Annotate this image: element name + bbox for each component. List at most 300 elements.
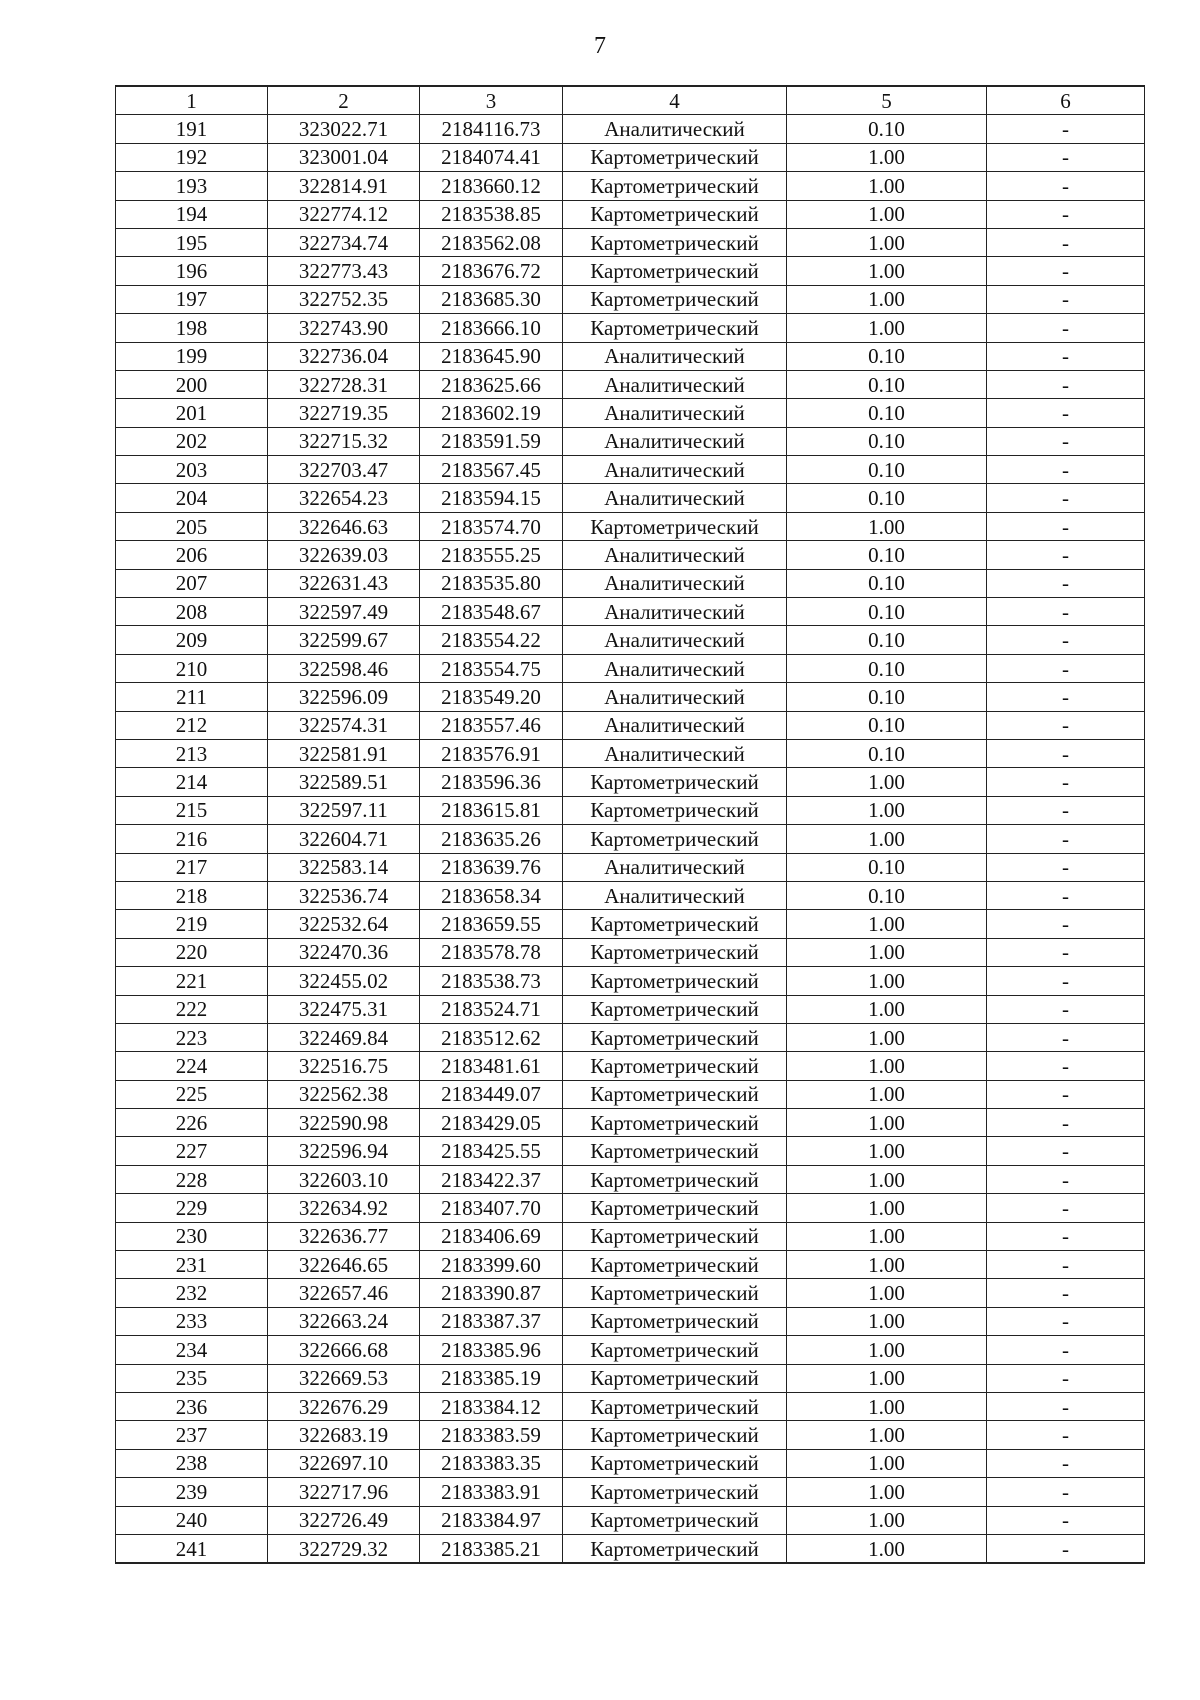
y-coordinate-cell: 2183387.37: [420, 1307, 563, 1335]
accuracy-cell: 1.00: [787, 1222, 987, 1250]
point-number-cell: 221: [116, 967, 268, 995]
point-number-cell: 237: [116, 1421, 268, 1449]
accuracy-cell: 1.00: [787, 796, 987, 824]
method-cell: Картометрический: [563, 768, 787, 796]
y-coordinate-cell: 2183685.30: [420, 285, 563, 313]
accuracy-cell: 1.00: [787, 938, 987, 966]
method-cell: Картометрический: [563, 314, 787, 342]
accuracy-cell: 1.00: [787, 143, 987, 171]
description-cell: -: [987, 228, 1145, 256]
accuracy-cell: 1.00: [787, 825, 987, 853]
point-number-cell: 229: [116, 1194, 268, 1222]
table-row: [116, 314, 1145, 342]
description-cell: -: [987, 370, 1145, 398]
table-row: [116, 569, 1145, 597]
x-coordinate-cell: 322536.74: [268, 881, 420, 909]
table-row: [116, 1080, 1145, 1108]
accuracy-cell: 0.10: [787, 853, 987, 881]
accuracy-cell: 1.00: [787, 910, 987, 938]
description-cell: -: [987, 1279, 1145, 1307]
point-number-cell: 222: [116, 995, 268, 1023]
table-row: [116, 541, 1145, 569]
point-number-cell: 196: [116, 257, 268, 285]
y-coordinate-cell: 2183422.37: [420, 1165, 563, 1193]
table-row: [116, 1194, 1145, 1222]
point-number-cell: 228: [116, 1165, 268, 1193]
description-cell: -: [987, 285, 1145, 313]
x-coordinate-cell: 322703.47: [268, 456, 420, 484]
y-coordinate-cell: 2183567.45: [420, 456, 563, 484]
method-cell: Картометрический: [563, 1137, 787, 1165]
y-coordinate-cell: 2183658.34: [420, 881, 563, 909]
y-coordinate-cell: 2183625.66: [420, 370, 563, 398]
point-number-cell: 218: [116, 881, 268, 909]
description-cell: -: [987, 598, 1145, 626]
accuracy-cell: 0.10: [787, 626, 987, 654]
method-cell: Аналитический: [563, 342, 787, 370]
method-cell: Аналитический: [563, 399, 787, 427]
table-row: [116, 825, 1145, 853]
description-cell: -: [987, 257, 1145, 285]
table-row: [116, 427, 1145, 455]
table-row: [116, 626, 1145, 654]
table-row: [116, 1023, 1145, 1051]
accuracy-cell: 1.00: [787, 172, 987, 200]
point-number-cell: 199: [116, 342, 268, 370]
point-number-cell: 201: [116, 399, 268, 427]
x-coordinate-cell: 322469.84: [268, 1023, 420, 1051]
table-row: [116, 967, 1145, 995]
table-row: [116, 1279, 1145, 1307]
description-cell: -: [987, 938, 1145, 966]
method-cell: Картометрический: [563, 285, 787, 313]
method-cell: Картометрический: [563, 825, 787, 853]
method-cell: Картометрический: [563, 1109, 787, 1137]
y-coordinate-cell: 2183576.91: [420, 739, 563, 767]
table-row: [116, 1392, 1145, 1420]
point-number-cell: 226: [116, 1109, 268, 1137]
method-cell: Картометрический: [563, 1023, 787, 1051]
x-coordinate-cell: 323022.71: [268, 115, 420, 143]
y-coordinate-cell: 2183666.10: [420, 314, 563, 342]
accuracy-cell: 1.00: [787, 1109, 987, 1137]
method-cell: Аналитический: [563, 683, 787, 711]
table-row: [116, 995, 1145, 1023]
method-cell: Картометрический: [563, 1052, 787, 1080]
method-cell: Аналитический: [563, 569, 787, 597]
accuracy-cell: 0.10: [787, 115, 987, 143]
x-coordinate-cell: 322581.91: [268, 739, 420, 767]
column-header-6: 6: [987, 86, 1145, 115]
accuracy-cell: 0.10: [787, 711, 987, 739]
y-coordinate-cell: 2183407.70: [420, 1194, 563, 1222]
x-coordinate-cell: 322639.03: [268, 541, 420, 569]
y-coordinate-cell: 2183425.55: [420, 1137, 563, 1165]
x-coordinate-cell: 322663.24: [268, 1307, 420, 1335]
x-coordinate-cell: 322532.64: [268, 910, 420, 938]
accuracy-cell: 0.10: [787, 569, 987, 597]
table-body: [116, 115, 1145, 1563]
method-cell: Картометрический: [563, 1080, 787, 1108]
accuracy-cell: 1.00: [787, 768, 987, 796]
y-coordinate-cell: 2183594.15: [420, 484, 563, 512]
description-cell: -: [987, 1080, 1145, 1108]
accuracy-cell: 1.00: [787, 995, 987, 1023]
description-cell: -: [987, 1421, 1145, 1449]
description-cell: -: [987, 541, 1145, 569]
y-coordinate-cell: 2183383.59: [420, 1421, 563, 1449]
description-cell: -: [987, 399, 1145, 427]
table-row: [116, 1364, 1145, 1392]
accuracy-cell: 0.10: [787, 739, 987, 767]
y-coordinate-cell: 2183481.61: [420, 1052, 563, 1080]
accuracy-cell: 1.00: [787, 1080, 987, 1108]
x-coordinate-cell: 322583.14: [268, 853, 420, 881]
accuracy-cell: 1.00: [787, 1506, 987, 1534]
method-cell: Аналитический: [563, 115, 787, 143]
description-cell: -: [987, 484, 1145, 512]
table-row: [116, 739, 1145, 767]
y-coordinate-cell: 2183578.78: [420, 938, 563, 966]
table-row: [116, 1336, 1145, 1364]
x-coordinate-cell: 322743.90: [268, 314, 420, 342]
x-coordinate-cell: 322729.32: [268, 1534, 420, 1563]
table-row: [116, 1421, 1145, 1449]
table-row: [116, 910, 1145, 938]
table-row: [116, 200, 1145, 228]
accuracy-cell: 1.00: [787, 1392, 987, 1420]
x-coordinate-cell: 322728.31: [268, 370, 420, 398]
point-number-cell: 217: [116, 853, 268, 881]
accuracy-cell: 0.10: [787, 484, 987, 512]
accuracy-cell: 0.10: [787, 683, 987, 711]
x-coordinate-cell: 322604.71: [268, 825, 420, 853]
point-number-cell: 240: [116, 1506, 268, 1534]
table-row: [116, 1251, 1145, 1279]
table-row: [116, 1307, 1145, 1335]
y-coordinate-cell: 2183659.55: [420, 910, 563, 938]
y-coordinate-cell: 2184074.41: [420, 143, 563, 171]
point-number-cell: 239: [116, 1478, 268, 1506]
y-coordinate-cell: 2183429.05: [420, 1109, 563, 1137]
method-cell: Картометрический: [563, 143, 787, 171]
y-coordinate-cell: 2183676.72: [420, 257, 563, 285]
table-row: [116, 115, 1145, 143]
accuracy-cell: 0.10: [787, 370, 987, 398]
point-number-cell: 215: [116, 796, 268, 824]
description-cell: -: [987, 1307, 1145, 1335]
accuracy-cell: 1.00: [787, 1194, 987, 1222]
description-cell: -: [987, 172, 1145, 200]
description-cell: -: [987, 427, 1145, 455]
accuracy-cell: 1.00: [787, 314, 987, 342]
description-cell: -: [987, 1165, 1145, 1193]
accuracy-cell: 1.00: [787, 1421, 987, 1449]
table-row: [116, 711, 1145, 739]
y-coordinate-cell: 2183385.19: [420, 1364, 563, 1392]
method-cell: Картометрический: [563, 1194, 787, 1222]
x-coordinate-cell: 322774.12: [268, 200, 420, 228]
table-row: [116, 285, 1145, 313]
accuracy-cell: 1.00: [787, 1023, 987, 1051]
y-coordinate-cell: 2183512.62: [420, 1023, 563, 1051]
method-cell: Картометрический: [563, 1336, 787, 1364]
y-coordinate-cell: 2183538.85: [420, 200, 563, 228]
point-number-cell: 230: [116, 1222, 268, 1250]
point-number-cell: 232: [116, 1279, 268, 1307]
y-coordinate-cell: 2183549.20: [420, 683, 563, 711]
table-row: [116, 796, 1145, 824]
method-cell: Аналитический: [563, 881, 787, 909]
table-row: [116, 881, 1145, 909]
accuracy-cell: 0.10: [787, 598, 987, 626]
accuracy-cell: 1.00: [787, 285, 987, 313]
method-cell: Аналитический: [563, 370, 787, 398]
description-cell: -: [987, 1478, 1145, 1506]
point-number-cell: 238: [116, 1449, 268, 1477]
column-header-4: 4: [563, 86, 787, 115]
accuracy-cell: 1.00: [787, 1336, 987, 1364]
y-coordinate-cell: 2183602.19: [420, 399, 563, 427]
y-coordinate-cell: 2183385.21: [420, 1534, 563, 1563]
x-coordinate-cell: 322470.36: [268, 938, 420, 966]
accuracy-cell: 1.00: [787, 1165, 987, 1193]
x-coordinate-cell: 322666.68: [268, 1336, 420, 1364]
point-number-cell: 208: [116, 598, 268, 626]
point-number-cell: 206: [116, 541, 268, 569]
y-coordinate-cell: 2183524.71: [420, 995, 563, 1023]
column-header-3: 3: [420, 86, 563, 115]
description-cell: -: [987, 995, 1145, 1023]
x-coordinate-cell: 322683.19: [268, 1421, 420, 1449]
point-number-cell: 191: [116, 115, 268, 143]
x-coordinate-cell: 322516.75: [268, 1052, 420, 1080]
y-coordinate-cell: 2183557.46: [420, 711, 563, 739]
point-number-cell: 213: [116, 739, 268, 767]
accuracy-cell: 1.00: [787, 257, 987, 285]
x-coordinate-cell: 322717.96: [268, 1478, 420, 1506]
description-cell: -: [987, 683, 1145, 711]
description-cell: -: [987, 569, 1145, 597]
y-coordinate-cell: 2183574.70: [420, 512, 563, 540]
y-coordinate-cell: 2183538.73: [420, 967, 563, 995]
point-number-cell: 195: [116, 228, 268, 256]
table-row: [116, 342, 1145, 370]
x-coordinate-cell: 322596.09: [268, 683, 420, 711]
description-cell: -: [987, 711, 1145, 739]
table-row: [116, 1449, 1145, 1477]
y-coordinate-cell: 2183383.91: [420, 1478, 563, 1506]
description-cell: -: [987, 1392, 1145, 1420]
table-row: [116, 683, 1145, 711]
point-number-cell: 210: [116, 654, 268, 682]
x-coordinate-cell: 322734.74: [268, 228, 420, 256]
point-number-cell: 200: [116, 370, 268, 398]
method-cell: Аналитический: [563, 626, 787, 654]
method-cell: Картометрический: [563, 1364, 787, 1392]
point-number-cell: 211: [116, 683, 268, 711]
point-number-cell: 194: [116, 200, 268, 228]
method-cell: Аналитический: [563, 739, 787, 767]
description-cell: -: [987, 910, 1145, 938]
method-cell: Картометрический: [563, 257, 787, 285]
y-coordinate-cell: 2183548.67: [420, 598, 563, 626]
y-coordinate-cell: 2183383.35: [420, 1449, 563, 1477]
description-cell: -: [987, 825, 1145, 853]
table-row: [116, 143, 1145, 171]
description-cell: -: [987, 314, 1145, 342]
description-cell: -: [987, 143, 1145, 171]
x-coordinate-cell: 322726.49: [268, 1506, 420, 1534]
x-coordinate-cell: 322631.43: [268, 569, 420, 597]
description-cell: -: [987, 1137, 1145, 1165]
x-coordinate-cell: 322654.23: [268, 484, 420, 512]
method-cell: Аналитический: [563, 456, 787, 484]
y-coordinate-cell: 2183591.59: [420, 427, 563, 455]
description-cell: -: [987, 967, 1145, 995]
accuracy-cell: 0.10: [787, 427, 987, 455]
accuracy-cell: 1.00: [787, 200, 987, 228]
accuracy-cell: 1.00: [787, 1534, 987, 1563]
point-number-cell: 234: [116, 1336, 268, 1364]
x-coordinate-cell: 322562.38: [268, 1080, 420, 1108]
y-coordinate-cell: 2183406.69: [420, 1222, 563, 1250]
description-cell: -: [987, 1052, 1145, 1080]
x-coordinate-cell: 322599.67: [268, 626, 420, 654]
method-cell: Аналитический: [563, 853, 787, 881]
description-cell: -: [987, 853, 1145, 881]
method-cell: Картометрический: [563, 1449, 787, 1477]
description-cell: -: [987, 456, 1145, 484]
y-coordinate-cell: 2184116.73: [420, 115, 563, 143]
table-row: [116, 1222, 1145, 1250]
point-number-cell: 227: [116, 1137, 268, 1165]
description-cell: -: [987, 1109, 1145, 1137]
method-cell: Аналитический: [563, 541, 787, 569]
point-number-cell: 225: [116, 1080, 268, 1108]
y-coordinate-cell: 2183615.81: [420, 796, 563, 824]
y-coordinate-cell: 2183555.25: [420, 541, 563, 569]
table-row: [116, 484, 1145, 512]
table-row: [116, 768, 1145, 796]
x-coordinate-cell: 322676.29: [268, 1392, 420, 1420]
description-cell: -: [987, 1534, 1145, 1563]
table-row: [116, 512, 1145, 540]
x-coordinate-cell: 322603.10: [268, 1165, 420, 1193]
point-number-cell: 235: [116, 1364, 268, 1392]
description-cell: -: [987, 626, 1145, 654]
x-coordinate-cell: 322736.04: [268, 342, 420, 370]
accuracy-cell: 1.00: [787, 1052, 987, 1080]
accuracy-cell: 0.10: [787, 456, 987, 484]
x-coordinate-cell: 322697.10: [268, 1449, 420, 1477]
description-cell: -: [987, 1364, 1145, 1392]
table-row: [116, 456, 1145, 484]
table-row: [116, 853, 1145, 881]
y-coordinate-cell: 2183449.07: [420, 1080, 563, 1108]
column-header-2: 2: [268, 86, 420, 115]
point-number-cell: 192: [116, 143, 268, 171]
accuracy-cell: 1.00: [787, 1279, 987, 1307]
method-cell: Картометрический: [563, 172, 787, 200]
description-cell: -: [987, 654, 1145, 682]
accuracy-cell: 0.10: [787, 342, 987, 370]
column-header-1: 1: [116, 86, 268, 115]
x-coordinate-cell: 322634.92: [268, 1194, 420, 1222]
accuracy-cell: 0.10: [787, 881, 987, 909]
y-coordinate-cell: 2183390.87: [420, 1279, 563, 1307]
description-cell: -: [987, 1194, 1145, 1222]
accuracy-cell: 1.00: [787, 1478, 987, 1506]
method-cell: Аналитический: [563, 598, 787, 626]
method-cell: Аналитический: [563, 654, 787, 682]
table-row: [116, 1165, 1145, 1193]
x-coordinate-cell: 322597.11: [268, 796, 420, 824]
y-coordinate-cell: 2183554.22: [420, 626, 563, 654]
x-coordinate-cell: 322715.32: [268, 427, 420, 455]
point-number-cell: 214: [116, 768, 268, 796]
x-coordinate-cell: 322596.94: [268, 1137, 420, 1165]
description-cell: -: [987, 1251, 1145, 1279]
table-header-row: [116, 86, 1145, 115]
description-cell: -: [987, 1506, 1145, 1534]
method-cell: Аналитический: [563, 484, 787, 512]
table-row: [116, 938, 1145, 966]
x-coordinate-cell: 322597.49: [268, 598, 420, 626]
y-coordinate-cell: 2183384.12: [420, 1392, 563, 1420]
method-cell: Картометрический: [563, 1251, 787, 1279]
method-cell: Картометрический: [563, 995, 787, 1023]
y-coordinate-cell: 2183639.76: [420, 853, 563, 881]
method-cell: Картометрический: [563, 1506, 787, 1534]
method-cell: Картометрический: [563, 1165, 787, 1193]
method-cell: Картометрический: [563, 1307, 787, 1335]
accuracy-cell: 1.00: [787, 1137, 987, 1165]
method-cell: Картометрический: [563, 1279, 787, 1307]
method-cell: Картометрический: [563, 200, 787, 228]
page-number: 7: [594, 33, 606, 59]
method-cell: Картометрический: [563, 1392, 787, 1420]
table-row: [116, 1052, 1145, 1080]
y-coordinate-cell: 2183660.12: [420, 172, 563, 200]
description-cell: -: [987, 768, 1145, 796]
description-cell: -: [987, 342, 1145, 370]
x-coordinate-cell: 322752.35: [268, 285, 420, 313]
method-cell: Аналитический: [563, 711, 787, 739]
x-coordinate-cell: 322646.63: [268, 512, 420, 540]
accuracy-cell: 1.00: [787, 228, 987, 256]
point-number-cell: 205: [116, 512, 268, 540]
x-coordinate-cell: 323001.04: [268, 143, 420, 171]
point-number-cell: 219: [116, 910, 268, 938]
table-row: [116, 1506, 1145, 1534]
method-cell: Картометрический: [563, 228, 787, 256]
point-number-cell: 207: [116, 569, 268, 597]
y-coordinate-cell: 2183562.08: [420, 228, 563, 256]
x-coordinate-cell: 322574.31: [268, 711, 420, 739]
accuracy-cell: 1.00: [787, 1251, 987, 1279]
x-coordinate-cell: 322475.31: [268, 995, 420, 1023]
method-cell: Картометрический: [563, 1421, 787, 1449]
description-cell: -: [987, 739, 1145, 767]
accuracy-cell: 1.00: [787, 1307, 987, 1335]
y-coordinate-cell: 2183535.80: [420, 569, 563, 597]
y-coordinate-cell: 2183596.36: [420, 768, 563, 796]
point-number-cell: 202: [116, 427, 268, 455]
coordinates-table: [115, 85, 1145, 1564]
x-coordinate-cell: 322719.35: [268, 399, 420, 427]
method-cell: Картометрический: [563, 967, 787, 995]
